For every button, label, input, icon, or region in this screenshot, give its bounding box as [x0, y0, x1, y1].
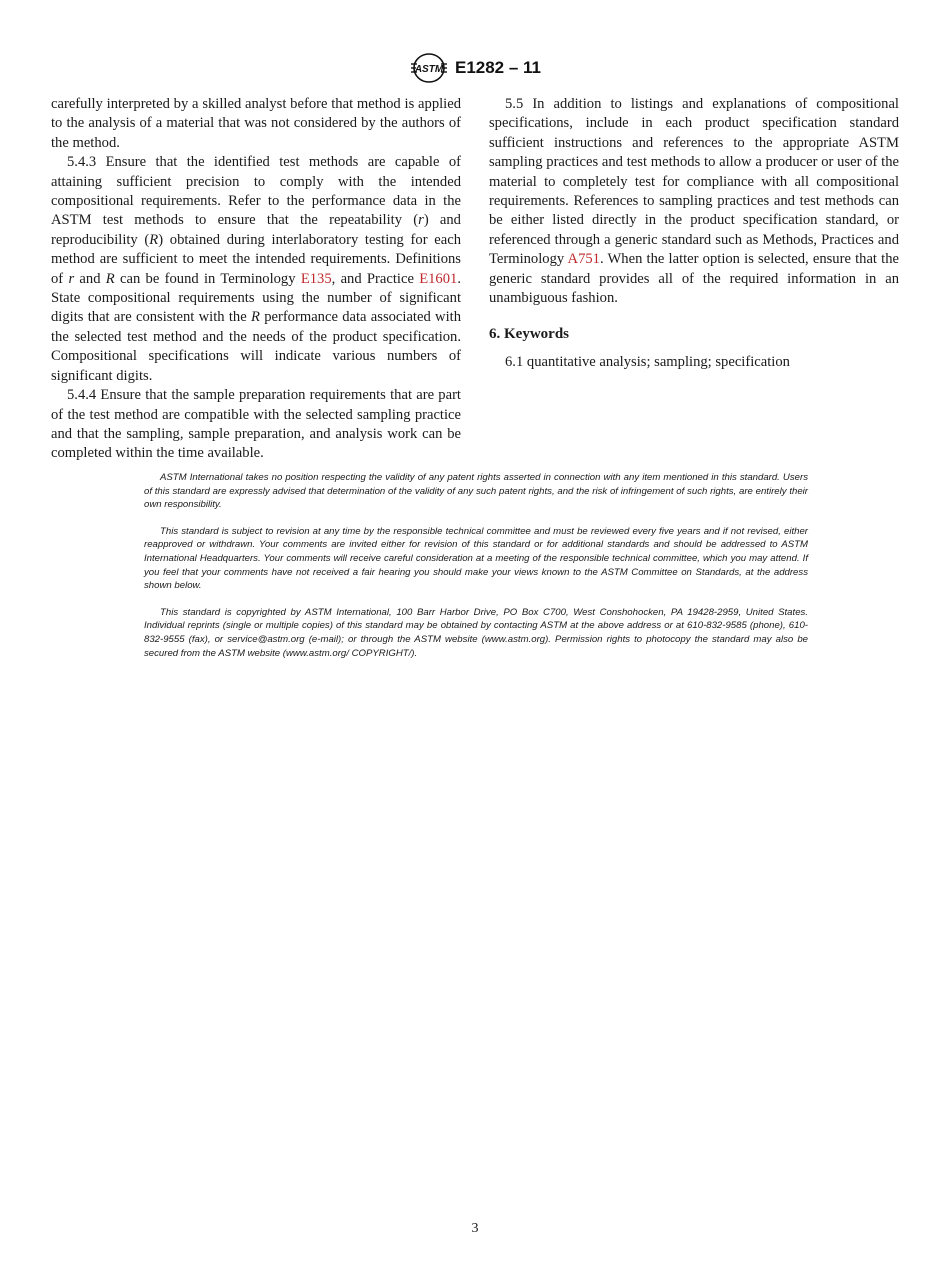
astm-logo-icon — [409, 52, 449, 84]
standard-designation: E1282 – 11 — [454, 58, 542, 77]
revision-notice: This standard is subject to revision at any time by the responsible technical committee and must be reviewed every five years and if not revised, either reapproved or withdrawn. Your comments are invited either for revision of this standard or for additional standards and should be addressed to ASTM International Headquarters. Your comments will receive careful consideration at a meeting of the responsible technical committee, which you may attend. If you feel that your comments have not received a fair hearing you should make your views known to the ASTM Committee on Standards, at the address shown below. — [144, 525, 808, 592]
patent-notice: ASTM International takes no position respecting the validity of any patent rights asserted in connection with any item mentioned in this standard. Users of this standard are expressly advised that determination of the validity of any such patent rights, and the risk of infringement of such rights, are entirely their own responsibility. — [144, 472, 808, 511]
link-e1601[interactable]: E1601 — [419, 270, 458, 287]
keywords-text: 6.1 quantitative analysis; sampling; specification — [505, 353, 790, 370]
legal-notices — [144, 471, 808, 673]
link-e135[interactable]: E135 — [300, 270, 332, 287]
paragraph-5-4-3: 5.4.3 Ensure that the identified test methods are capable of attaining sufficient precision to comply with the intended compositional requirements. Refer to the performance data in the ASTM test methods to ensure that the repeatability (r) and reproducibility (R) obtained during interlaboratory testing for each method are sufficient to meet the intended requirements. Definitions of r and R can be found in Terminology E135, and Practice E1601. State compositional requirements using the number of significant digits that are consistent with the R performance data associated with the selected test method and the needs of the product specification. Compositional specifications will indicate various numbers of significant digits. — [51, 154, 461, 384]
keywords-heading: 6. Keywords — [489, 326, 569, 343]
right-column — [489, 95, 899, 372]
paragraph-5-5: 5.5 In addition to listings and explanations of compositional specifications, include in each product specification standard sufficient instructions and references to the appropriate ASTM sampling practices and test methods to allow a producer or user of the material to completely test for compliance with all compositional requirements. References to sampling practices and test methods can be either listed directly in the product specification standard, or referenced through a generic standard such as Methods, Practices and Terminology A751. When the latter option is selected, ensure that the generic standard provides all of the required information in an unambiguous fashion. — [489, 96, 899, 307]
document-header — [0, 52, 950, 84]
paragraph-5-4-4: 5.4.4 Ensure that the sample preparation requirements that are part of the test method are compatible with the selected sampling practice and that the sampling, sample preparation, and analysis work can be completed within the time available. — [51, 387, 461, 462]
svg-text:ASTM: ASTM — [414, 64, 444, 75]
link-a751[interactable]: A751 — [567, 251, 600, 268]
page-number: 3 — [471, 1221, 479, 1236]
copyright-notice: This standard is copyrighted by ASTM International, 100 Barr Harbor Drive, PO Box C700, West Conshohocken, PA 19428-2959, United States. Individual reprints (single or multiple copies) of this standard may be obtained by contacting ASTM at the above address or at 610-832-9585 (phone), 610-832-9555 (fax), or service@astm.org (e-mail); or through the ASTM website (www.astm.org). Permission rights to photocopy the standard may also be secured from the ASTM website (www.astm.org/ COPYRIGHT/). — [144, 606, 808, 659]
left-column — [51, 95, 461, 464]
paragraph-continued: carefully interpreted by a skilled analyst before that method is applied to the analysis of a material that was not considered by the authors of the method. — [51, 96, 461, 151]
